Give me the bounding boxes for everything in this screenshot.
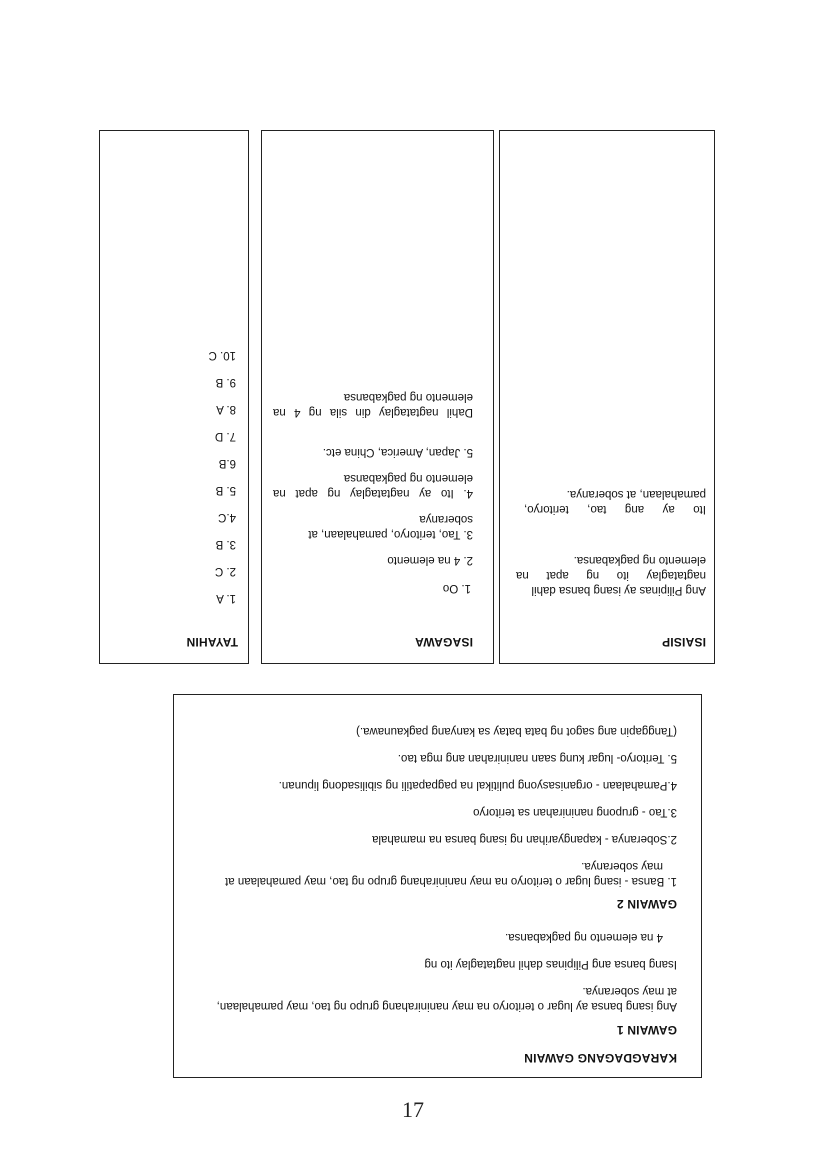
gawain2-item: 2.Soberanya - kapangyarihan ng isang bansa na mamahala xyxy=(372,833,677,845)
gawain2-item: (Tanggapin ang sagot ng bata batay sa kanyang pagkaunawa.) xyxy=(356,725,677,737)
isagawa-item: elemento ng pagkabansa xyxy=(343,472,473,484)
isagawa-item: 2. 4 na elemento xyxy=(387,554,473,566)
tayahin-answer: 9. B xyxy=(215,376,236,388)
gawain2-item: 4.Pamahalaan - organisasyong pulitikal na pagpapatili ng sibilisadong lipunan. xyxy=(278,779,677,791)
tayahin-box xyxy=(99,130,249,664)
isagawa-item: 5. Japan, America, China etc. xyxy=(322,446,473,458)
isaisip-line: nagtataglay ito ng apat na xyxy=(516,569,706,581)
gawain1-heading: GAWAIN 1 xyxy=(616,1023,677,1037)
isagawa-item: 3. Tao, teritoryo, pamahalaan, at xyxy=(308,528,473,540)
gawain1-line: 4 na elemento ng pagkabansa. xyxy=(505,931,663,943)
gawain2-item: 5. Teritoryo- lugar kung saan naninirahan ang mga tao. xyxy=(397,752,677,764)
karagdagang-gawain-box xyxy=(173,694,702,1078)
page-number: 17 xyxy=(402,1097,424,1122)
gawain1-line: at may soberanya. xyxy=(582,985,677,997)
isagawa-item: elemento ng pagkabansa xyxy=(343,391,473,403)
isaisip-line: elemento ng pagkabansa. xyxy=(573,554,706,566)
isaisip-line: Ang Pilipinas ay isang bansa dahil xyxy=(531,584,706,596)
isagawa-heading: ISAGAWA xyxy=(414,635,473,649)
isaisip-line: Ito ay ang tao, teritoryo, xyxy=(524,503,706,515)
gawain1-line: Ang isang bansa ay lugar o teritoryo na may naninirahang grupo ng tao, may pamahalaan, xyxy=(216,1000,677,1012)
isagawa-item: soberanya xyxy=(419,513,473,525)
gawain2-item: 3.Tao - grupong naninirahan sa teritoryo xyxy=(473,806,677,818)
tayahin-answer: 8. A xyxy=(216,403,236,415)
tayahin-answer: 3. B xyxy=(215,538,236,550)
tayahin-answer: 5. B xyxy=(215,484,236,496)
tayahin-answer: 1. A xyxy=(216,592,236,604)
tayahin-answer: 4.C xyxy=(218,511,236,523)
isaisip-heading: ISAISIP xyxy=(661,635,706,649)
gawain2-item: may soberanya. xyxy=(581,860,663,872)
isagawa-item: Dahil nagtataglay din sila ng 4 na xyxy=(273,406,473,418)
isaisip-line: pamahalaan, at soberanya. xyxy=(566,488,706,500)
tayahin-answer: 2. C xyxy=(214,565,236,577)
tayahin-answer: 10. C xyxy=(208,349,236,361)
karagdagang-gawain-title: KARAGDAGANG GAWAIN xyxy=(524,1051,677,1065)
isagawa-item: 1. Oo xyxy=(442,582,471,594)
gawain2-heading: GAWAIN 2 xyxy=(616,897,677,911)
tayahin-answer: 6.B xyxy=(218,457,236,469)
gawain1-line: Isang bansa ang Pilipinas dahil nagtataglay ito ng xyxy=(424,958,677,970)
tayahin-answer: 7. D xyxy=(214,430,236,442)
tayahin-heading: TAYAHIN xyxy=(186,635,238,649)
isagawa-box xyxy=(261,130,494,664)
isaisip-box xyxy=(499,130,715,664)
isagawa-item: 4. Ito ay nagtataglay ng apat na xyxy=(273,487,473,499)
gawain2-item: 1. Bansa - isang lugar o teritoryo na may naninirahang grupo ng tao, may pamahalaan at xyxy=(225,875,677,887)
